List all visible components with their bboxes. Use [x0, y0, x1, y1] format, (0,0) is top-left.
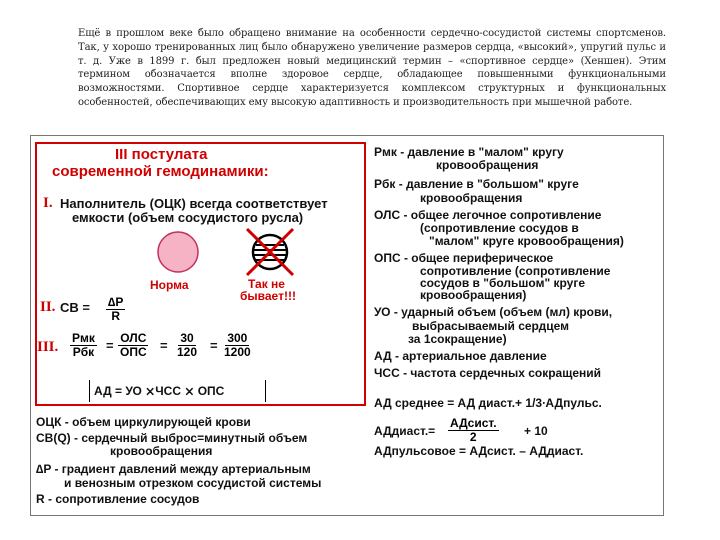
legend-pmk-cont: кровообращения [436, 158, 539, 172]
value-120: 120 [177, 345, 198, 359]
legend-ops: ОПС - общее периферическое [374, 251, 554, 265]
ad-diast-lhs: АДдиаст.= [374, 424, 436, 438]
legend-ols: ОЛС - общее легочное сопротивление [374, 208, 602, 222]
postulates-box [35, 142, 366, 406]
legend-pmk: Pмк - давление в "малом" кругу [374, 145, 564, 159]
ad-diast-denominator: 2 [469, 430, 477, 444]
legend-ops-cont1: сопротивление (сопротивление [420, 264, 611, 278]
slide-title-line2: современной гемодинамики: [52, 163, 269, 180]
ols-label: ОЛС [120, 331, 147, 345]
pmk-label: Pмк [72, 331, 95, 345]
ad-diast-fraction [448, 417, 499, 444]
legend-ops-cont3: кровообращения) [420, 288, 527, 302]
legend-ock: ОЦК - объем циркулирующей крови [36, 415, 251, 429]
not-norm-label-line2: бывает!!! [240, 289, 296, 303]
ad-diast-rhs: + 10 [524, 424, 548, 438]
legend-pbk-cont: кровообращения [420, 191, 523, 205]
intro-paragraph: Ещё в прошлом веке было обращено внимание на особенности сердечно-сосудистой системы спортсменов. Так, у хорошо тренированных лиц было обнаружено увеличение размеров сердца, «высокий», упругий пульс и т. д. Уже в 1899 г. был предложен новый медицинский термин – «спортивное сердце» (Хеншен). Этим термином обозначается вполне здоровое сердце, обладающее повышенными функциональными возможностями. Спортивное сердце характеризуется комплексом структурных и функциональных особенностей, обеспечивающих ему высокую адаптивность и производительность при мышечной работе. [78, 28, 666, 108]
postulate-2-fraction [106, 296, 125, 323]
legend-r: R - сопротивление сосудов [36, 492, 200, 506]
postulate-2-lhs: СВ = [60, 300, 90, 315]
ratio-30-120 [175, 332, 199, 359]
postulate-1-number: I. [43, 195, 53, 211]
legend-ops-cont2: сосудов в "большом" круге [420, 276, 585, 290]
ad-pulse-formula: АДпульсовое = АДсист. – АДдиаст. [374, 444, 584, 458]
ad-formula: АД = УО ⨯ЧСС ⨯ ОПС [94, 384, 225, 398]
legend-dp-cont: и венозным отрезком сосудистой системы [64, 476, 322, 490]
pbk-label: Pбк [72, 345, 95, 359]
legend-chss: ЧСС - частота сердечных сокращений [374, 366, 602, 380]
postulate-1-line2: емкости (объем сосудистого русла) [72, 210, 304, 225]
ad-mean-formula: АД среднее = АД диаст.+ 1/3∙АДпульс. [374, 396, 602, 410]
value-30: 30 [180, 331, 194, 345]
postulate-1-line1: Наполнитель (ОЦК) всегда соответствует [60, 196, 328, 211]
legend-pbk: Pбк - давление в "большом" круге [374, 177, 579, 191]
norm-label: Норма [150, 278, 189, 292]
value-300: 300 [227, 331, 248, 345]
slide-title-line1: III постулата [115, 146, 208, 163]
legend-uo-cont1: выбрасываемый сердцем [412, 319, 569, 333]
postulate-2-number: II. [40, 299, 56, 315]
legend-dp: ∆P - градиент давлений между артериальным [36, 462, 311, 476]
ad-diast-numerator: АДсист. [450, 416, 497, 430]
equals-sign-1: = [106, 338, 114, 353]
legend-sv: СВ(Q) - сердечный выброс=минутный объем [36, 431, 308, 445]
legend-ad: АД - артериальное давление [374, 349, 547, 363]
postulate-2-numerator: ∆P [108, 295, 124, 309]
legend-sv-cont: кровообращения [110, 444, 213, 458]
postulate-3-number: III. [37, 339, 59, 355]
equals-sign-3: = [210, 338, 218, 353]
ratio-pmk-pbk [70, 332, 97, 359]
not-norm-label-line1: Так не [248, 277, 285, 291]
value-1200: 1200 [224, 345, 251, 359]
legend-uo-cont2: за 1сокращение) [408, 332, 507, 346]
norm-circle-icon [156, 230, 200, 274]
legend-ols-cont1: (сопротивление сосудов в [420, 221, 579, 235]
ops-label: ОПС [120, 345, 147, 359]
crossed-circle-icon [243, 225, 297, 279]
legend-uo: УО - ударный объем (объем (мл) крови, [374, 305, 613, 319]
legend-ols-cont2: "малом" круге кровообращения) [429, 234, 624, 248]
ratio-300-1200 [222, 332, 253, 359]
equals-sign-2: = [160, 338, 168, 353]
ratio-ols-ops [118, 332, 149, 359]
postulate-2-denominator: R [111, 309, 121, 323]
